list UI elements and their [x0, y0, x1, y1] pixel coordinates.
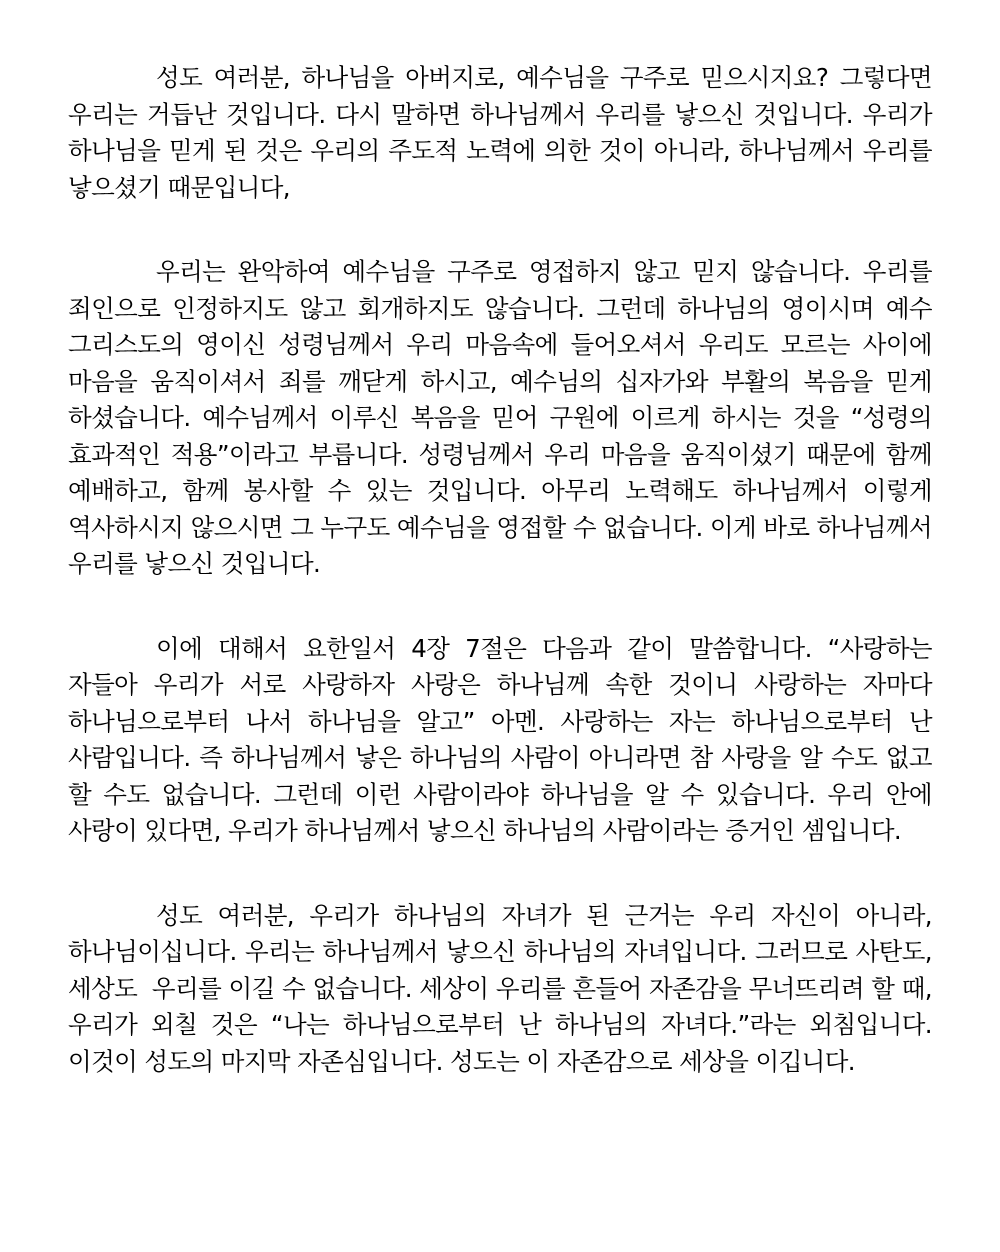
- paragraph-2: 우리는 완악하여 예수님을 구주로 영접하지 않고 믿지 않습니다. 우리를 죄인으로 인정하지도 않고 회개하지도 않습니다. 그런데 하나님의 영이시며 예수 그리스도의 영이신 성령님께서 우리 마음속에 들어오셔서 우리도 모르는 사이에 마음을 움직이셔서 죄를 깨닫게 하시고, 예수님의 십자가와 부활의 복음을 믿게 하셨습니다. 예수님께서 이루신 복음을 믿어 구원에 이르게 하시는 것을 “성령의 효과적인 적용”이라고 부릅니다. 성령님께서 우리 마음을 움직이셨기 때문에 함께 예배하고, 함께 봉사할 수 있는 것입니다. 아무리 노력해도 하나님께서 이렇게 역사하시지 않으시면 그 누구도 예수님을 영접할 수 없습니다. 이게 바로 하나님께서 우리를 낳으신 것입니다.: [68, 257, 940, 578]
- paragraph-1: 성도 여러분, 하나님을 아버지로, 예수님을 구주로 믿으시지요? 그렇다면 우리는 거듭난 것입니다. 다시 말하면 하나님께서 우리를 낳으신 것입니다. 우리가 하나님을 믿게 된 것은 우리의 주도적 노력에 의한 것이 아니라, 하나님께서 우리를 낳으셨기 때문입니다,: [68, 63, 940, 202]
- paragraph-4: 성도 여러분, 우리가 하나님의 자녀가 된 근거는 우리 자신이 아니라, 하나님이십니다. 우리는 하나님께서 낳으신 하나님의 자녀입니다. 그러므로 사탄도, 세상도 우리를 이길 수 없습니다. 세상이 우리를 흔들어 자존감을 무너뜨리려 할 때, 우리가 외칠 것은 “나는 하나님으로부터 난 하나님의 자녀다.”라는 외침입니다. 이것이 성도의 마지막 자존심입니다. 성도는 이 자존감으로 세상을 이깁니다.: [68, 900, 940, 1076]
- paragraph-3: 이에 대해서 요한일서 4장 7절은 다음과 같이 말씀합니다. “사랑하는 자들아 우리가 서로 사랑하자 사랑은 하나님께 속한 것이니 사랑하는 자마다 하나님으로부터 나서 하나님을 알고” 아멘. 사랑하는 자는 하나님으로부터 난 사람입니다. 즉 하나님께서 낳은 하나님의 사람이 아니라면 참 사랑을 알 수도 없고 할 수도 없습니다. 그런데 이런 사람이라야 하나님을 알 수 있습니다. 우리 안에 사랑이 있다면, 우리가 하나님께서 낳으신 하나님의 사람이라는 증거인 셈입니다.: [68, 633, 940, 845]
- document-body: [68, 60, 940, 1080]
